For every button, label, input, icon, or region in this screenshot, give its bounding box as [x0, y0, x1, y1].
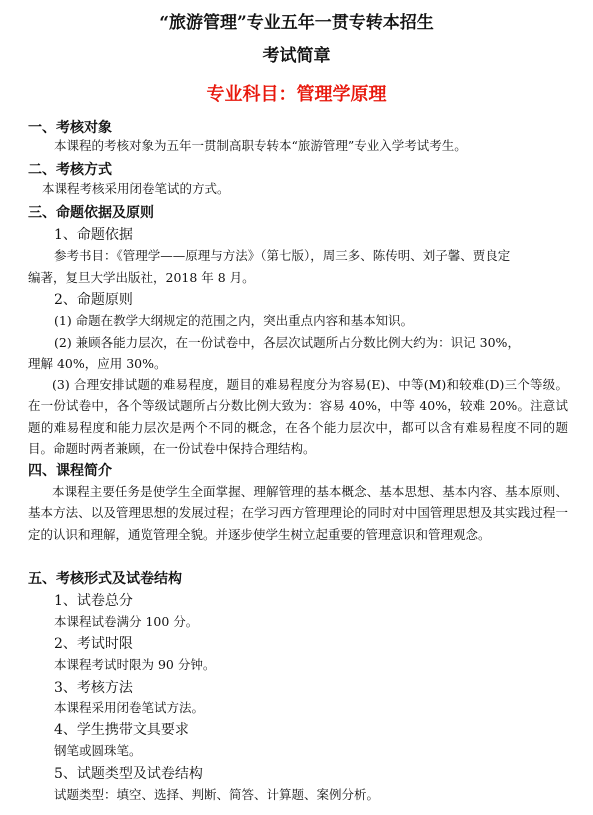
section-5-sub2: 2、考试时限 — [54, 636, 133, 652]
section-2-heading: 二、考核方式 — [28, 162, 112, 178]
reference-line-2: 编著，复旦大学出版社，2018 年 8 月。 — [28, 270, 255, 285]
principle-1: (1) 命题在教学大纲规定的范围之内，突出重点内容和基本知识。 — [54, 313, 414, 328]
subject-title: 专业科目：管理学原理 — [206, 84, 387, 105]
section-1-heading: 一、考核对象 — [28, 120, 112, 136]
document-subtitle: 考试简章 — [262, 46, 331, 66]
section-5-text3: 本课程采用闭卷笔试方法。 — [54, 700, 205, 715]
section-1-text: 本课程的考核对象为五年一贯制高职专转本“旅游管理”专业入学考试考生。 — [54, 138, 467, 153]
section-2-text: 本课程考核采用闭卷笔试的方式。 — [42, 181, 230, 196]
section-5-heading: 五、考核形式及试卷结构 — [28, 571, 182, 587]
section-4-text: 本课程主要任务是使学生全面掌握、理解管理的基本概念、基本思想、基本内容、基本原则、基本方法、以及管理思想的发展过程；在学习西方管理理论的同时对中国管理思想及其实践过程一定的认识和理解，通览管理全貌。并逐步使学生树立起重要的管理意识和管理观念。 — [28, 484, 568, 542]
section-5-text1: 本课程试卷满分 100 分。 — [54, 614, 199, 629]
principle-3: (3) 合理安排试题的难易程度，题目的难易程度分为容易(E)、中等(M)和较难(D)三个等级。在一份试卷中，各个等级试题所占分数比例大致为：容易 40%，中等 40%，较难 20%。注意试题的难易程度和能力层次是两个不同的概念，在各个能力层次中，都可以含有难易程度不同的题目。命题时两者兼顾，在一份试卷中保持合理结构。 — [28, 377, 568, 456]
document-title: “旅游管理”专业五年一贯专转本招生 — [159, 13, 434, 33]
principle-2-line-2: 理解 40%，应用 30%。 — [28, 356, 167, 371]
section-3-heading: 三、命题依据及原则 — [28, 205, 154, 221]
section-5-text4: 钢笔或圆珠笔。 — [54, 743, 142, 758]
section-5-sub1: 1、试卷总分 — [54, 593, 133, 609]
section-5-sub4: 4、学生携带文具要求 — [54, 722, 189, 738]
section-5-sub3: 3、考核方法 — [54, 680, 133, 696]
reference-line-1: 参考书目：《管理学——原理与方法》（第七版），周三多、陈传明、刘子馨、贾良定 — [54, 248, 511, 263]
section-5-sub5: 5、试题类型及试卷结构 — [54, 766, 203, 782]
principle-2-line-1: (2) 兼顾各能力层次，在一份试卷中，各层次试题所占分数比例大约为：识记 30%， — [54, 335, 520, 350]
section-3-sub2: 2、命题原则 — [54, 292, 133, 308]
section-3-sub1: 1、命题依据 — [54, 227, 133, 243]
section-5-text2: 本课程考试时限为 90 分钟。 — [54, 657, 216, 672]
section-5-text5: 试题类型：填空、选择、判断、简答、计算题、案例分析。 — [54, 787, 380, 802]
section-4-heading: 四、课程简介 — [28, 463, 112, 479]
